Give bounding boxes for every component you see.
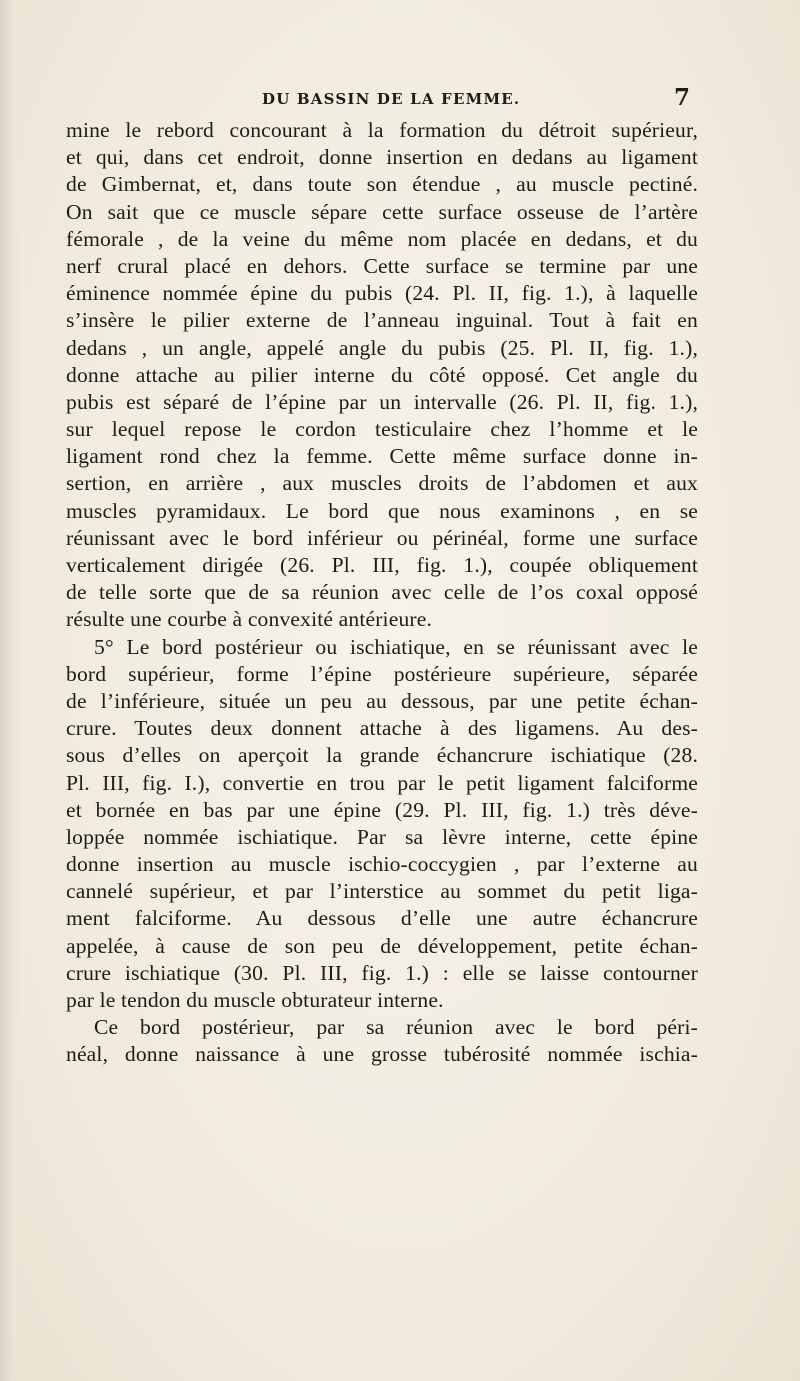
body-text bbox=[66, 117, 698, 1069]
text-line: de l’inférieure, située un peu au dessous, par une petite échan- bbox=[66, 688, 698, 713]
text-line: par le tendon du muscle obturateur interne. bbox=[66, 988, 444, 1012]
text-line: crure. Toutes deux donnent attache à des ligamens. Au des- bbox=[66, 716, 698, 741]
text-line: réunissant avec le bord inférieur ou périnéal, forme une surface bbox=[66, 525, 698, 550]
text-line: sertion, en arrière , aux muscles droits de l’abdomen et aux bbox=[66, 471, 698, 496]
text-line: néal, donne naissance à une grosse tubérosité nommée ischia- bbox=[66, 1042, 698, 1067]
text-line: On sait que ce muscle sépare cette surface osseuse de l’artère bbox=[66, 199, 698, 224]
text-line: sous d’elles on aperçoit la grande échancrure ischiatique (28. bbox=[66, 743, 698, 768]
text-line: 5° Le bord postérieur ou ischiatique, en se réunissant avec le bbox=[94, 634, 698, 659]
text-line: loppée nommée ischiatique. Par sa lèvre interne, cette épine bbox=[66, 824, 698, 849]
text-line: s’insère le pilier externe de l’anneau inguinal. Tout à fait en bbox=[66, 308, 698, 333]
text-line: mine le rebord concourant à la formation du détroit supérieur, bbox=[66, 118, 698, 142]
text-line: Ce bord postérieur, par sa réunion avec le bord péri- bbox=[94, 1015, 698, 1040]
running-title: DU BASSIN DE LA FEMME. bbox=[262, 90, 521, 108]
text-line: de telle sorte que de sa réunion avec celle de l’os coxal opposé bbox=[66, 580, 698, 605]
page-number: 7 bbox=[673, 84, 690, 111]
text-line: et qui, dans cet endroit, donne insertion en dedans au ligament bbox=[66, 145, 698, 170]
text-line: Pl. III, fig. I.), convertie en trou par le petit ligament falciforme bbox=[66, 770, 698, 795]
text-line: sur lequel repose le cordon testiculaire chez l’homme et le bbox=[66, 417, 698, 442]
text-line: dedans , un angle, appelé angle du pubis (25. Pl. II, fig. 1.), bbox=[66, 335, 698, 360]
page-header bbox=[66, 84, 702, 114]
text-line: ment falciforme. Au dessous d’elle une autre échancrure bbox=[66, 906, 698, 931]
text-line: ligament rond chez la femme. Cette même surface donne in- bbox=[66, 444, 698, 469]
text-line: nerf crural placé en dehors. Cette surface se termine par une bbox=[66, 253, 698, 278]
text-line: résulte une courbe à convexité antérieure. bbox=[66, 607, 433, 632]
text-line: donne insertion au muscle ischio-coccygien , par l’externe au bbox=[66, 852, 698, 877]
text-line: éminence nommée épine du pubis (24. Pl. II, fig. 1.), à laquelle bbox=[66, 281, 698, 306]
text-line: pubis est séparé de l’épine par un intervalle (26. Pl. II, fig. 1.), bbox=[66, 389, 698, 414]
text-line: bord supérieur, forme l’épine postérieure supérieure, séparée bbox=[66, 661, 698, 686]
text-line: verticalement dirigée (26. Pl. III, fig. 1.), coupée obliquement bbox=[66, 553, 698, 577]
text-line: de Gimbernat, et, dans toute son étendue , au muscle pectiné. bbox=[66, 172, 698, 197]
text-line: cannelé supérieur, et par l’interstice au sommet du petit liga- bbox=[66, 879, 698, 904]
page-spine-shadow bbox=[0, 0, 22, 1381]
text-line: muscles pyramidaux. Le bord que nous examinons , en se bbox=[66, 498, 698, 523]
text-line: et bornée en bas par une épine (29. Pl. III, fig. 1.) très déve- bbox=[66, 797, 698, 822]
text-line: crure ischiatique (30. Pl. III, fig. 1.) : elle se laisse contourner bbox=[66, 960, 698, 985]
text-line: appelée, à cause de son peu de développement, petite échan- bbox=[66, 933, 698, 958]
text-line: fémorale , de la veine du même nom placée en dedans, et du bbox=[66, 226, 698, 251]
text-line: donne attache au pilier interne du côté opposé. Cet angle du bbox=[66, 362, 698, 387]
